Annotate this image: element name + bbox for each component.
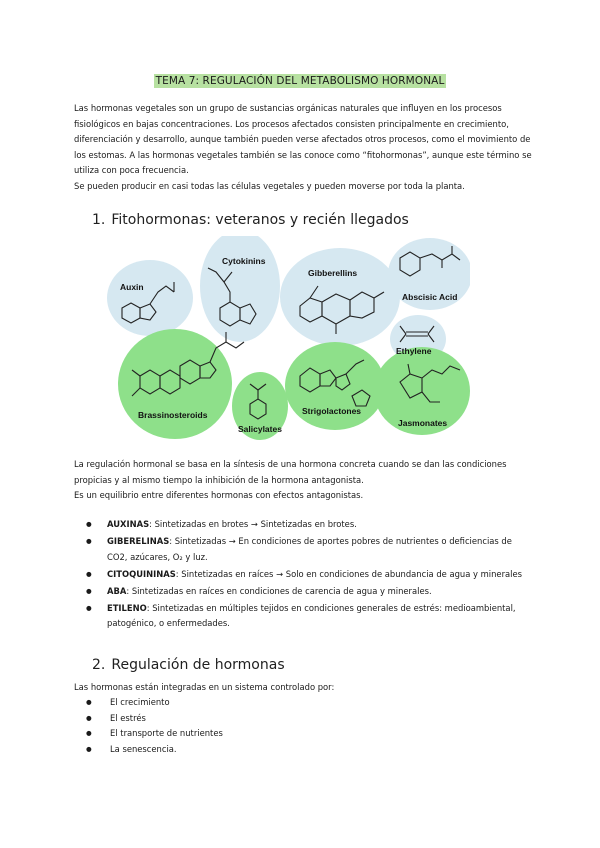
list-item: ● El estrés — [74, 711, 223, 727]
section-heading-fitohormonas: 1. Fitohormonas: veteranos y recién llegados — [92, 212, 409, 228]
control-intro: Las hormonas están integradas en un sistema controlado por: — [74, 682, 335, 692]
list-item: ● ETILENO: Sintetizadas en múltiples tejidos en condiciones generales de estrés: medioambiental, patogénico, o enfermedades. — [74, 601, 534, 632]
hormone-list — [74, 517, 534, 633]
list-item: ● AUXINAS: Sintetizadas en brotes → Sintetizadas en brotes. — [74, 517, 534, 533]
list-item: ● GIBERELINAS: Sintetizadas → En condiciones de aportes pobres de nutrientes o deficiencias de CO2, azúcares, O₂ y luz. — [74, 534, 534, 565]
list-item: ● La senescencia. — [74, 742, 223, 758]
section-heading-regulacion: 2. Regulación de hormonas — [92, 657, 285, 673]
page-title: TEMA 7: REGULACIÓN DEL METABOLISMO HORMONAL — [155, 75, 445, 87]
brassinosteroids-bubble — [118, 329, 232, 439]
list-item: ● El crecimiento — [74, 695, 223, 711]
auxin-bubble — [107, 260, 193, 336]
list-item: ● CITOQUININAS: Sintetizadas en raíces → Solo en condiciones de abundancia de agua y minerales — [74, 567, 534, 583]
list-item: ● ABA: Sintetizadas en raíces en condiciones de carencia de agua y minerales. — [74, 584, 534, 600]
salicylates-label: Salicylates — [238, 424, 282, 434]
regulation-paragraph: La regulación hormonal se basa en la síntesis de una hormona concreta cuando se dan las condiciones propicias y al mismo tiempo la inhibición de la hormona antagonista. Es un equilibrio entre diferentes hormonas con efectos antagonistas. — [74, 459, 507, 500]
jasmonates-label: Jasmonates — [398, 418, 448, 428]
factor-list — [74, 695, 223, 757]
gibberellins-label: Gibberellins — [308, 268, 358, 278]
cytokinins-label: Cytokinins — [222, 256, 266, 266]
phytohormones-diagram — [100, 236, 470, 448]
strigolactones-label: Strigolactones — [302, 406, 362, 416]
list-item: ● El transporte de nutrientes — [74, 726, 223, 742]
gibberellins-bubble — [280, 248, 400, 346]
ethylene-label: Ethylene — [396, 346, 432, 356]
abscisic-label: Abscisic Acid — [402, 292, 458, 302]
cytokinins-bubble — [200, 236, 280, 342]
brassinosteroids-label: Brassinosteroids — [138, 410, 208, 420]
auxin-label: Auxin — [120, 282, 144, 292]
intro-paragraph: Las hormonas vegetales son un grupo de sustancias orgánicas naturales que influyen en los procesos fisiológicos en bajas concentraciones. Los procesos afectados consisten principalmente en crecimiento, diferenciación y desarrollo, aunque también pueden verse afectados otros procesos, como el movimiento de los estomas. A las hormonas vegetales también se las conoce como “fitohormonas”, aunque este término se utiliza con poca frecuencia. Se pueden producir en casi todas las células vegetales y pueden moverse por toda la planta. — [74, 103, 532, 191]
